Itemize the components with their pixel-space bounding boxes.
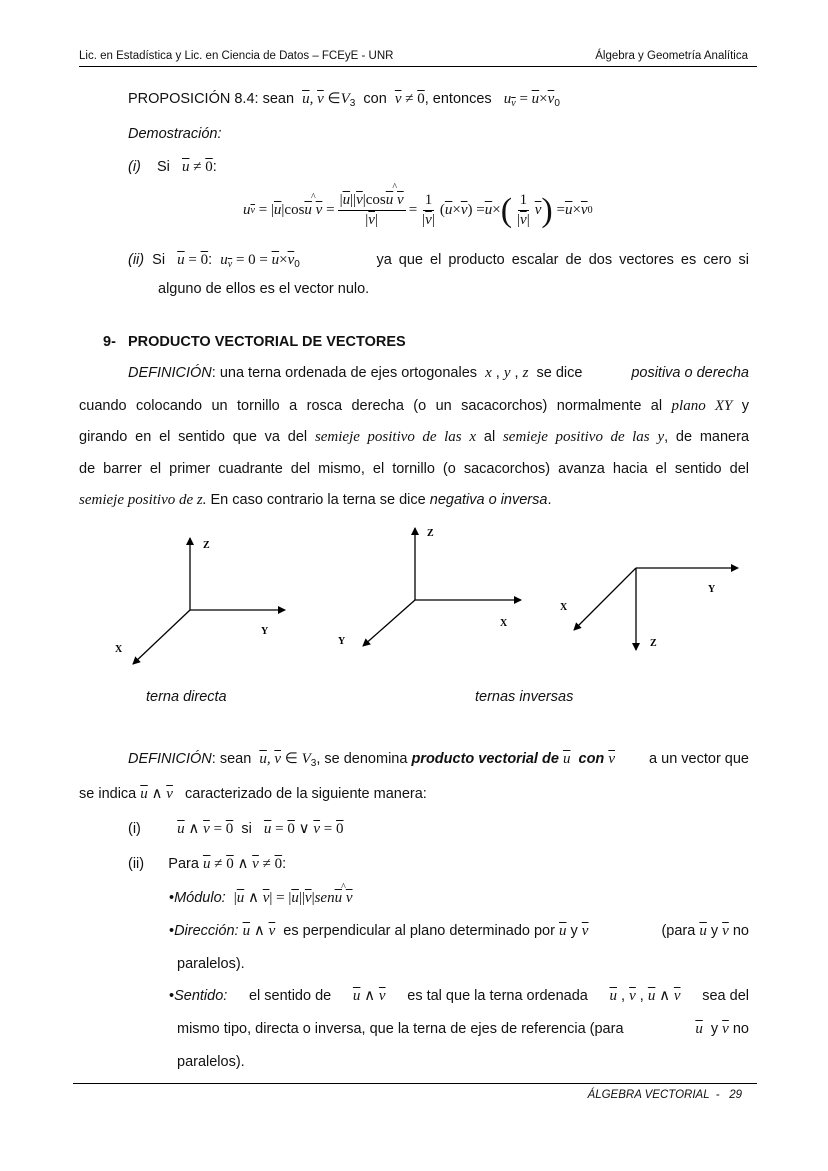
- inverse2-x-label: X: [560, 602, 568, 613]
- def1-line5: semieje positivo de z. En caso contrario la terna se dice negativa o inversa.: [79, 492, 552, 508]
- inverse1-x-label: X: [500, 618, 508, 629]
- def2-case-ii: (ii) Para $\overline{u} \ne 0$ ∧ $\overline{v} \ne 0$:: [128, 856, 287, 872]
- inverse1-y-label: Y: [338, 636, 346, 647]
- inverse2-x-axis: [574, 568, 636, 630]
- case-ii: (ii) Si $\overline{u} = 0$: $u_{\overline{v}} = 0 = \overline{u}\times\overline{v}_0$ ya que el producto escalar de dos vectores es cero si: [128, 252, 749, 270]
- def1-line3: girando en el sentido que va del semieje positivo de las x al semieje positivo de las y, de manera: [79, 429, 750, 445]
- def2-case-i: (i) $\overline{u}$ ∧ $\overline{v} = 0$ si $\overline{u} = 0$ ∨ $\overline{v} = 0$: [128, 821, 344, 837]
- def2-line2: se indica $\overline{u}$ ∧ $\overline{v}$ caracterizado de la siguiente manera:: [79, 786, 427, 802]
- direccion-item: •Dirección: $\overline{u}$ ∧ $\overline{v}$ es perpendicular al plano determinado por $\overline{u}$ y $\overline{v}$ (para $\overline{u}$ y $\overline{v}$ no: [169, 923, 749, 939]
- sentido-item: •Sentido: el sentido de $\overline{u}$ ∧ $\overline{v}$ es tal que la terna ordenada $\overline{u}$ , $\overline{v}$ , $\overline{u}$ ∧ $\overline{v}$ sea del: [169, 988, 749, 1004]
- direct-y-label: Y: [261, 626, 269, 637]
- inverse-triad-diagram-2: [560, 568, 738, 650]
- demo-label: Demostración:: [128, 126, 222, 142]
- inverse2-z-label: Z: [650, 638, 657, 649]
- header-right: Álgebra y Geometría Analítica: [595, 50, 748, 62]
- sentido-cont: mismo tipo, directa o inversa, que la terna de ejes de referencia (para $\overline{u}$ y $\overline{v}$ no: [177, 1021, 749, 1037]
- modulo-item: •Módulo: $|\overline{u}$ ∧ $\overline{v}|$ = $|\overline{u}||\overline{v}|sen\^{}$ $\overline{u}$ $\overline{v}$: [169, 889, 353, 907]
- axes-figures: [0, 518, 828, 678]
- direct-x-label: X: [115, 644, 123, 655]
- inverse1-y-axis: [363, 600, 415, 646]
- direct-x-axis: [133, 610, 190, 664]
- def1-line1: DEFINICIÓN: una terna ordenada de ejes ortogonales x , y , z se dice positiva o derecha: [128, 365, 749, 381]
- def2-line1: DEFINICIÓN: sean $\overline{u}$, $\overline{v}$ ∈ $V_3$, se denomina producto vectorial de $\overline{u}$ con $\overline{v}$ a un vector que: [128, 751, 749, 769]
- footer-rule: [73, 1083, 757, 1084]
- header-left: Lic. en Estadística y Lic. en Ciencia de Datos – FCEyE - UNR: [79, 50, 394, 62]
- def1-line4: de barrer el primer cuadrante del mismo, el tornillo (o sacacorchos) avanza hacia el sentido del: [79, 461, 749, 477]
- inverse-triad-diagram-1: [338, 528, 521, 647]
- def1-line2: cuando colocando un tornillo a rosca derecha (o un sacacorchos) normalmente al plano XY y: [79, 398, 750, 414]
- inverse1-z-label: Z: [427, 528, 434, 539]
- section-title: 9- PRODUCTO VECTORIAL DE VECTORES: [103, 334, 406, 350]
- case-ii-cont: alguno de ellos es el vector nulo.: [158, 281, 370, 297]
- proposition-line: PROPOSICIÓN 8.4: sean $\overline{u}$, $\overline{v}$ $\in V_3$ con $\overline{v} \ne 0$, entonces $u_{\overline{v}} = \overline{u}\times\overline{v}_0$: [128, 91, 560, 109]
- case-i: (i) Si $\overline{u} \ne 0$:: [128, 159, 217, 175]
- inverse2-y-label: Y: [708, 584, 716, 595]
- direct-z-label: Z: [203, 540, 210, 551]
- footer-text: ÁLGEBRA VECTORIAL - 29: [587, 1089, 742, 1101]
- caption-direct: terna directa: [146, 689, 227, 705]
- sentido-cont2: paralelos).: [177, 1054, 245, 1070]
- direct-triad-diagram: [115, 538, 285, 664]
- caption-inverse: ternas inversas: [475, 689, 574, 705]
- projection-formula: u $\overline{v}$ = | $\overline{u}$ |cos ^ $\overline{u}$ $\overline{v}$ = $\frac{|\overline{u}||\overline{v}|\cos\^{} \overline{u} \overline{v}}{|\overline{v}|}$ = $\frac{1}{|\overline{v}|}$ ( $\overline{u}$ × $\overline{v}$ ) = $\overline{u}$ × ( $\frac{1}{|\overline{v}|}$ $\overline{v}$ ) = $\overline{u}$ × $\overline{v}$ 0: [243, 192, 593, 229]
- header-rule: [79, 66, 757, 67]
- direccion-cont: paralelos).: [177, 956, 245, 972]
